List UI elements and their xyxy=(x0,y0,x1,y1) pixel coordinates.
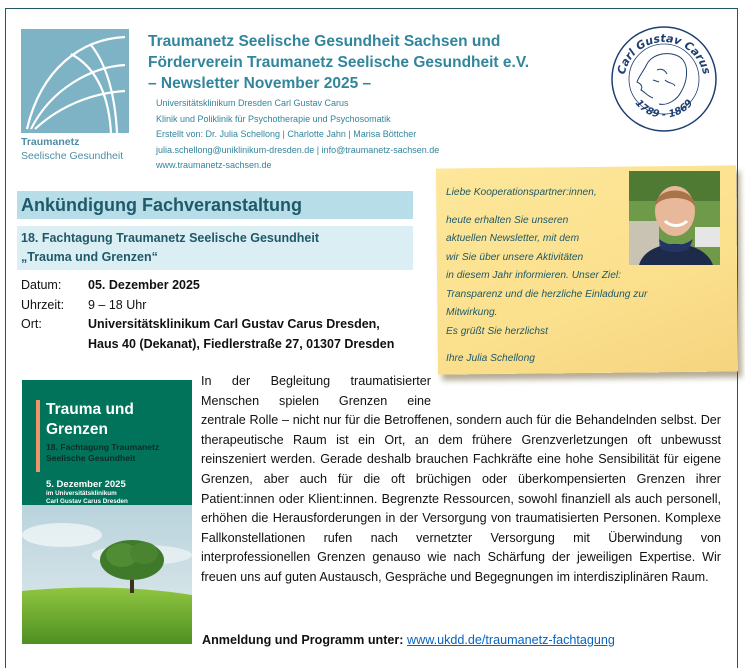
note-signature: Ihre Julia Schellong xyxy=(446,353,535,364)
detail-value: 9 – 18 Uhr xyxy=(88,297,147,312)
note-line: Mitwirkung. xyxy=(446,307,498,318)
poster-title xyxy=(46,400,134,440)
note-line: Transparenz und die herzliche Einladung zur xyxy=(446,288,648,300)
event-subtitle xyxy=(17,226,413,270)
info-line: Erstellt von: Dr. Julia Schellong | Charlotte Jahn | Marisa Böttcher xyxy=(156,129,417,139)
section-heading: Ankündigung Fachveranstaltung xyxy=(17,191,413,219)
detail-row-date xyxy=(21,276,394,296)
article-body xyxy=(201,372,721,588)
svg-text:1789 - 1869 xyxy=(633,98,696,121)
note-line: heute erhalten Sie unseren xyxy=(446,214,569,226)
detail-row-address xyxy=(21,335,394,355)
registration-link[interactable]: www.ukdd.de/traumanetz-fachtagung xyxy=(407,633,615,647)
event-poster xyxy=(22,380,192,644)
detail-value: Universitätsklinikum Carl Gustav Carus Dresden, xyxy=(88,317,380,331)
detail-row-time xyxy=(21,296,394,316)
poster-subtitle-line: 18. Fachtagung Traumanetz xyxy=(46,442,160,452)
body-paragraph: zentrale Rolle – nicht nur für die Betroffenen, sondern auch für die Behandelnden selbst. Der therapeutische Raum ist ein Ort, an dem frühere Grenzverletzungen oft unbewusst reinszeniert werden. Gerade deshalb brauchen Fachkräfte eine hohe Sensibilität für eigene Grenzen, aber auch für die oft brüchigen oder überkompensierten Grenzen ihrer Patient:innen oder Klient:innen. Begrenzte Ressourcen, sowohl finanziell als auch personell, erhöhen die Herausforderungen in der Versorgung von traumatisierten Personen. Komplexe Fallkonstellationen rufen nach vernetzter Versorgung mit Überwindung von interprofessionellen Grenzen genauso wie nach Schärfung der jeweiligen Expertise. Wir freuen uns auf guten Austausch, Gespräche und Begegnungen im interdisziplinären Raum. xyxy=(201,413,721,584)
registration-line xyxy=(202,633,615,647)
newsletter-title xyxy=(148,31,529,94)
note-text xyxy=(446,184,647,369)
poster-place-line: Carl Gustav Carus Dresden xyxy=(46,497,128,505)
info-line: Universitätsklinikum Dresden Carl Gustav Carus xyxy=(156,98,349,108)
note-line: Es grüßt Sie herzlichst xyxy=(446,325,548,337)
poster-subtitle-line: Seelische Gesundheit xyxy=(46,452,136,463)
title-line: – Newsletter November 2025 – xyxy=(148,75,372,92)
poster-tree-image xyxy=(22,505,192,644)
event-subtitle-line: 18. Fachtagung Traumanetz Seelische Gesundheit xyxy=(21,231,319,245)
logo-text-line1: Traumanetz xyxy=(21,136,80,148)
body-line: In der Begleitung traumatisierter xyxy=(201,374,431,388)
registration-label: Anmeldung und Programm unter: xyxy=(202,633,404,647)
poster-place xyxy=(46,490,128,505)
logo-text-line2: Seelische Gesundheit xyxy=(21,150,124,162)
detail-value: Haus 40 (Dekanat), Fiedlerstraße 27, 01307 Dresden xyxy=(88,336,395,351)
title-line: Förderverein Traumanetz Seelische Gesundheit e.V. xyxy=(148,54,530,71)
poster-title-line: Trauma und xyxy=(46,401,134,418)
contact-info xyxy=(156,96,439,174)
info-line[interactable]: julia.schellong@uniklinikum-dresden.de | info@traumanetz-sachsen.de xyxy=(156,144,440,155)
seal-portrait-icon xyxy=(609,24,719,134)
seal-bottom-text: 1789 - 1869 xyxy=(632,97,696,121)
detail-row-place xyxy=(21,315,394,335)
detail-label: Ort: xyxy=(21,317,42,331)
note-line: in diesem Jahr informieren. Unser Ziel: xyxy=(446,270,621,281)
poster-subtitle xyxy=(46,442,159,463)
note-line: wir Sie über unsere Aktivitäten xyxy=(446,251,584,263)
poster-title-line: Grenzen xyxy=(46,421,109,438)
poster-accent-bar xyxy=(36,400,40,472)
note-line: aktuellen Newsletter, mit dem xyxy=(446,233,580,244)
poster-date: 5. Dezember 2025 xyxy=(46,479,126,490)
title-line: Traumanetz Seelische Gesundheit Sachsen und xyxy=(148,33,501,50)
info-line: Klinik und Poliklinik für Psychotherapie und Psychosomatik xyxy=(156,113,391,124)
note-greeting: Liebe Kooperationspartner:innen, xyxy=(446,187,597,198)
seal-top-text: Carl Gustav Carus xyxy=(614,31,714,76)
carl-gustav-carus-seal xyxy=(609,24,719,134)
info-line[interactable]: www.traumanetz-sachsen.de xyxy=(156,160,272,170)
detail-value: 05. Dezember 2025 xyxy=(88,278,200,292)
event-details xyxy=(21,276,394,354)
tree-landscape-icon xyxy=(22,505,192,644)
traumanetz-logo xyxy=(21,29,129,133)
poster-place-line: im Universitätsklinikum xyxy=(46,490,117,497)
detail-label xyxy=(21,335,88,355)
detail-label: Datum: xyxy=(21,278,62,292)
logo-arcs-icon xyxy=(21,29,129,133)
detail-label: Uhrzeit: xyxy=(21,297,65,312)
event-subtitle-line: „Trauma und Grenzen“ xyxy=(21,250,158,264)
body-line: Menschen spielen Grenzen eine xyxy=(201,393,431,408)
